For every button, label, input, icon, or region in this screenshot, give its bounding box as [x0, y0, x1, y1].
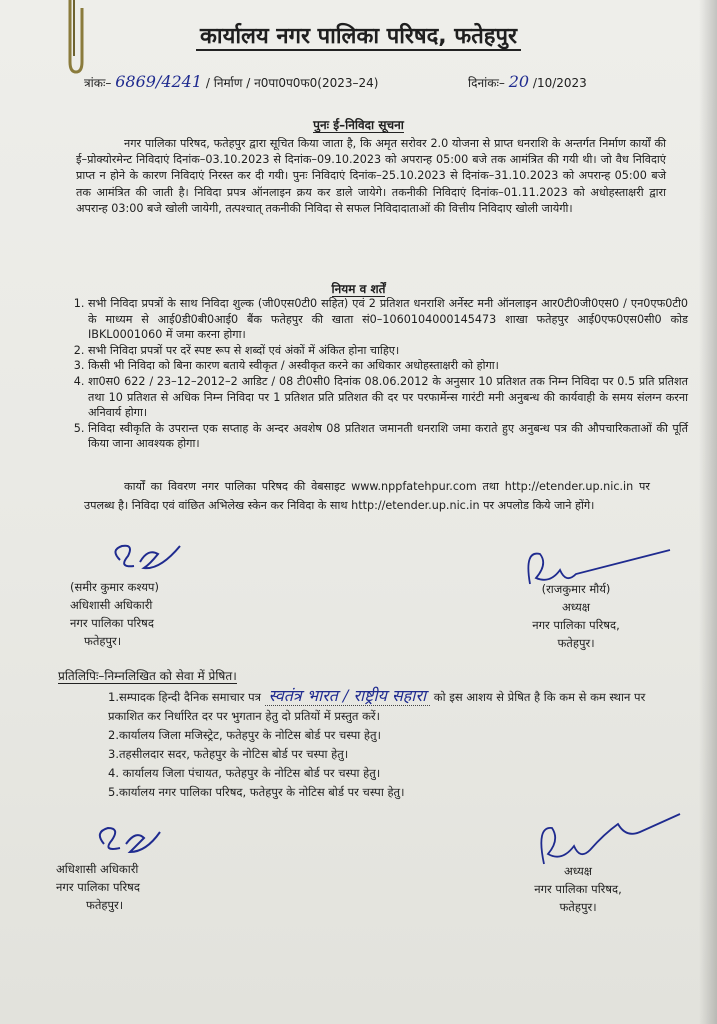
copy-heading: प्रतिलिपिः–निम्नलिखित को सेवा में प्रेषित। — [58, 669, 237, 683]
office-title: कार्यालय नगर पालिका परिषद, फतेहपुर — [0, 20, 717, 50]
left-signature-block — [70, 578, 159, 650]
copy-list — [108, 686, 678, 802]
copy-item-1-prefix: 1.सम्पादक हिन्दी दैनिक समाचार पत्र — [108, 690, 262, 704]
copy-item: 4. कार्यालय जिला पंचायत, फतेहपुर के नोटिस बोर्ड पर चस्पा हेतु। — [108, 766, 381, 780]
terms-title: नियम व शर्तें — [331, 282, 386, 296]
bottom-right-signature-block — [508, 862, 648, 916]
bottom-left-signature-block — [56, 860, 140, 914]
terms-item: 1. सभी निविदा प्रपत्रों के साथ निविदा शुल्क (जी0एस0टी0 सहित) एवं 2 प्रतिशत धनराशि अर्नेस्ट मनी ऑनलाइन आर0टी0जी0एस0 / एन0एफ0टी0 के माध्यम से आई0डी0बी0आई0 बैंक फतेहपुर की खाता सं0–1060104000145473 शाखा फतेहपुर आई0एफ0एस0सी0 कोड IBKL0001060 में जमा करना होगा। — [88, 296, 688, 343]
page-edge-shadow — [699, 0, 717, 1024]
ref-number-handwritten: 6869/4241 — [115, 72, 203, 91]
ref-prefix: त्रांकः– — [84, 76, 112, 90]
bottom-right-place: फतेहपुर। — [559, 900, 597, 914]
copy-item: 3.तहसीलदार सदर, फतेहपुर के नोटिस बोर्ड पर चस्पा हेतु। — [108, 747, 349, 761]
left-signer-designation: अधिशासी अधिकारी — [70, 598, 153, 612]
bottom-left-place: फतेहपुर। — [86, 898, 124, 912]
left-signer-office: नगर पालिका परिषद — [70, 616, 154, 630]
right-signature-block — [506, 580, 646, 652]
date-rest: /10/2023 — [532, 76, 587, 90]
ref-suffix: / निर्माण / न0पा0प0फ0(2023–24) — [205, 76, 379, 90]
bottom-right-office: नगर पालिका परिषद, — [534, 882, 622, 896]
copy-item: 5.कार्यालय नगर पालिका परिषद, फतेहपुर के नोटिस बोर्ड पर चस्पा हेतु। — [108, 785, 405, 799]
left-signer-name: (समीर कुमार कश्यप) — [70, 580, 159, 594]
right-signer-place: फतेहपुर। — [557, 636, 595, 650]
reference-line — [84, 72, 378, 91]
right-signer-designation: अध्यक्ष — [561, 600, 591, 614]
terms-list — [60, 296, 688, 452]
copy-item: 2.कार्यालय जिला मजिस्ट्रेट, फतेहपुर के नोटिस बोर्ड पर चस्पा हेतु। — [108, 728, 381, 742]
bottom-left-designation: अधिशासी अधिकारी — [56, 862, 139, 876]
newspaper-handwritten: स्वतंत्र भारत / राष्ट्रीय सहारा — [265, 686, 430, 706]
terms-item: 5. निविदा स्वीकृति के उपरान्त एक सप्ताह के अन्दर अवशेष 08 प्रतिशत जमानती धनराशि जमा कराते हुए अनुबन्ध पत्र की औपचारिकताओं की पूर्ति किया जाना आवश्यक होगा। — [88, 421, 688, 452]
right-signer-office: नगर पालिका परिषद, — [532, 618, 620, 632]
terms-item: 3. किसी भी निविदा को बिना कारण बताये स्वीकृत / अस्वीकृत करने का अधिकार अधोहस्ताक्षरी को होगा। — [88, 358, 688, 374]
notice-body: नगर पालिका परिषद, फतेहपुर द्वारा सूचित किया जाता है, कि अमृत सरोवर 2.0 योजना से प्राप्त धनराशि के अन्तर्गत निर्माण कार्यों की ई–प्रोक्योरमेन्ट निविदाएं दिनांक–03.10.2023 से दिनांक–09.10.2023 को अपरान्ह 05:00 बजे तक आमंत्रित की गयी थी। जो वैध निविदाएं प्राप्त न होने के कारण निविदाएं निरस्त कर दी गयी। पुनः निविदाएं दिनांक–25.10.2023 से दिनांक–31.10.2023 को अपरान्ह 05:00 बजे तक आमंत्रित की जाती है। निविदा प्रपत्र ऑनलाइन क्रय कर डाले जायेगे। तकनीकी निविदाएं दिनांक–01.11.2023 को अधोहस्ताक्षरी द्वारा अपरान्ह 03:00 बजे खोली जायेगी, तत्पश्चात् तकनीकी निविदा से सफल निविदादाताओं की वित्तीय निविदाए खोली जायेगी। — [76, 137, 666, 215]
left-signature-scribble — [100, 540, 190, 580]
terms-item: 4. शा0स0 622 / 23–12–2012–2 आडिट / 08 टी0सी0 दिनांक 08.06.2012 के अनुसार 10 प्रतिशत तक निम्न निविदा पर 0.5 प्रति प्रतिशत तथा 10 प्रतिशत से अधिक निम्न निविदा पर 1 प्रतिशत प्रति प्रतिशत की दर पर परफार्मेन्स गारंटी मनी अनुबन्ध की कार्यवाही के समय संलग्न करना अनिवार्य होगा। — [88, 374, 688, 421]
bottom-left-office: नगर पालिका परिषद — [56, 880, 140, 894]
terms-item: 2. सभी निविदा प्रपत्रों पर दरें स्पष्ट रूप से शब्दों एवं अंकों में अंकित होना चाहिए। — [88, 343, 688, 359]
notice-title: पुनः ई–निविदा सूचना — [313, 118, 404, 132]
date-handwritten: 20 — [508, 72, 530, 91]
copy-item-1-suffix: को इस आशय से प्रेषित है कि कम से कम स्थान पर प्रकाशित कर निर्धारित दर पर भुगतान हेतु दो प्रतियों में प्रस्तुत करें। — [108, 690, 646, 723]
website-paragraph: कार्यों का विवरण नगर पालिका परिषद की वेबसाइट www.nppfatehpur.com तथा http://etender.up.nic.in पर उपलब्ध है। निविदा एवं वांछित अभिलेख स्केन कर निविदा के साथ http://etender.up.nic.in पर अपलोड किये जाने होंगे। — [84, 480, 650, 512]
bottom-left-signature-scribble — [86, 822, 166, 862]
left-signer-place: फतेहपुर। — [84, 634, 122, 648]
copy-item-1 — [108, 686, 678, 726]
date-label: दिनांकः– — [468, 76, 505, 90]
bottom-right-designation: अध्यक्ष — [563, 864, 593, 878]
right-signer-name: (राजकुमार मौर्य) — [541, 582, 611, 596]
date-line — [468, 72, 587, 91]
